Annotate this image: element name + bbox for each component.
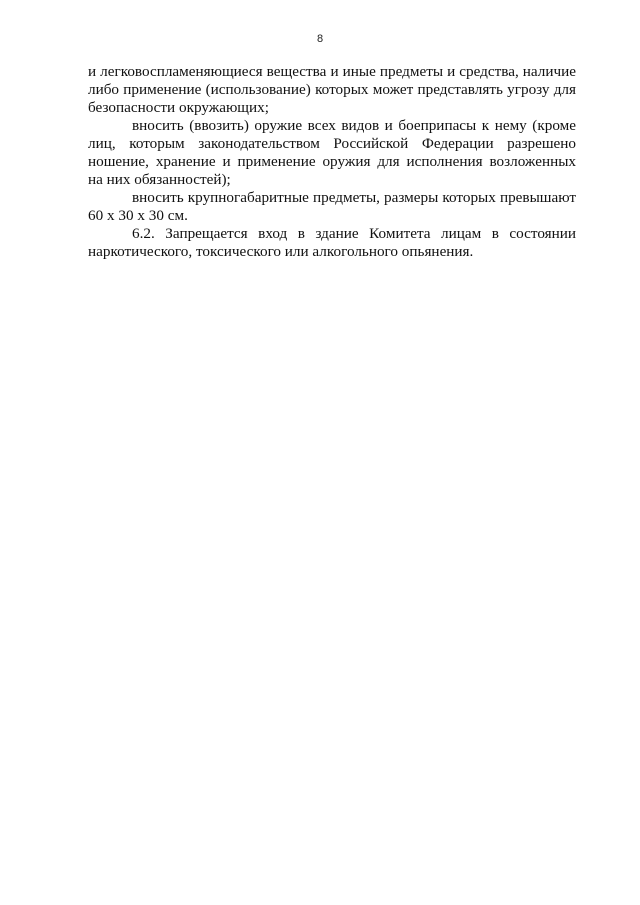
paragraph-prohibited-items-continued [88,63,576,117]
text-line: 60 х 30 х 30 см. [88,207,188,224]
paragraph-large-items [88,189,576,225]
text-line: лиц, которым законодательством Российской Федерации разрешено [88,135,576,152]
text-line: вносить крупногабаритные предметы, размеры которых превышают [132,189,576,206]
text-line: наркотического, токсического или алкогольного опьянения. [88,243,474,260]
text-line: безопасности окружающих; [88,99,269,116]
paragraph-weapons [88,117,576,189]
page-number: 8 [316,33,324,45]
text-line: ношение, хранение и применение оружия для исполнения возложенных [88,153,576,170]
text-line: 6.2. Запрещается вход в здание Комитета лицам в состоянии [132,225,576,242]
document-body [88,63,576,261]
text-line: вносить (ввозить) оружие всех видов и боеприпасы к нему (кроме [132,117,576,134]
text-line: либо применение (использование) которых может представлять угрозу для [88,81,576,98]
paragraph-6-2 [88,225,576,261]
text-line: на них обязанностей); [88,171,231,188]
text-line: и легковоспламеняющиеся вещества и иные предметы и средства, наличие [88,63,576,80]
